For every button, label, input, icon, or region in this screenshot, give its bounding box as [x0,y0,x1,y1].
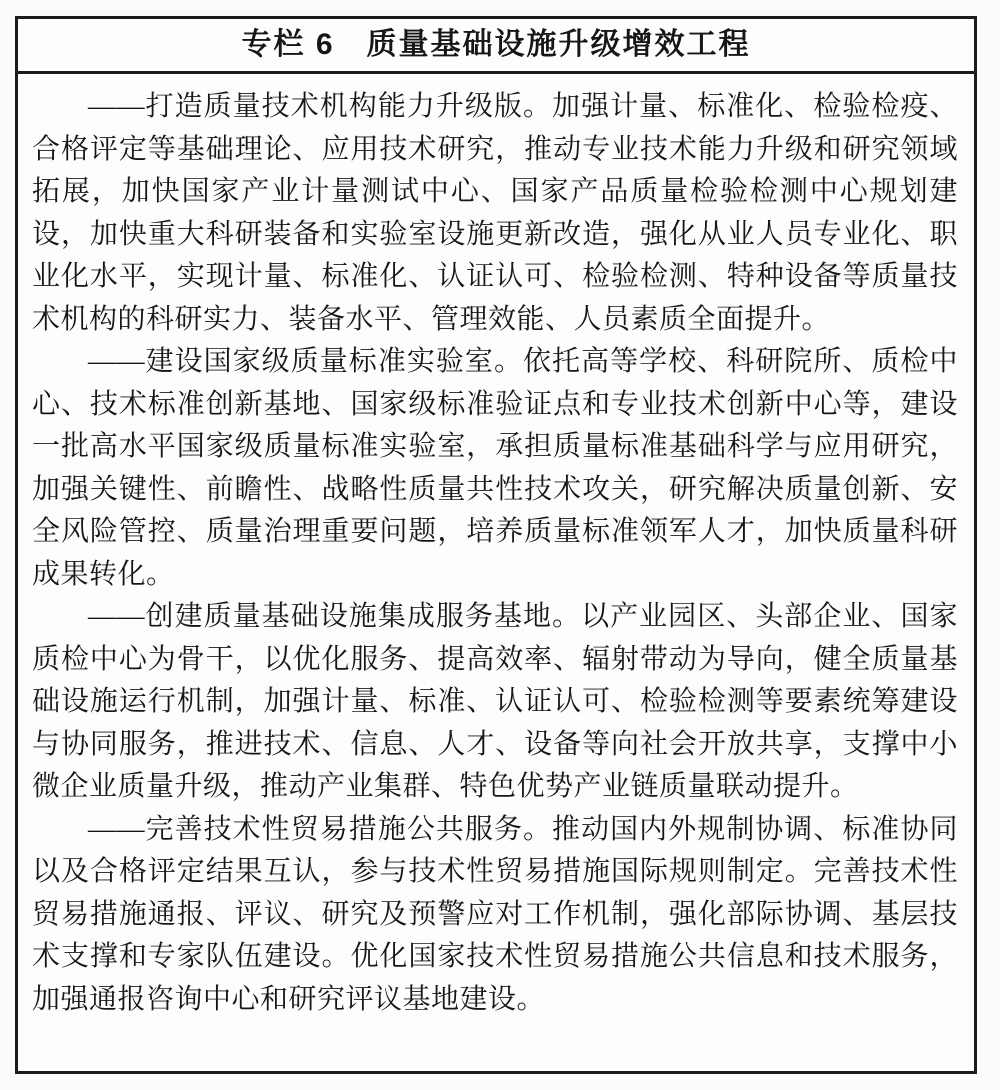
panel-body [18,74,974,1021]
panel-title: 专栏 6 质量基础设施升级增效工程 [18,19,974,74]
paragraph-national-quality-standard-labs: ——建设国家级质量标准实验室。依托高等学校、科研院所、质检中心、技术标准创新基地、国家级标准验证点和专业技术创新中心等，建设一批高水平国家级质量标准实验室，承担质量标准基础科学与应用研究，加强关键性、前瞻性、战略性质量共性技术攻关，研究解决质量创新、安全风险管控、质量治理重要问题，培养质量标准领军人才，加快质量科研成果转化。 [32,346,958,590]
column-panel [15,16,977,1074]
paragraph-integrated-service-bases: ——创建质量基础设施集成服务基地。以产业园区、头部企业、国家质检中心为骨干，以优化服务、提高效率、辐射带动为导向，健全质量基础设施运行机制，加强计量、标准、认证认可、检验检测等要素统筹建设与协同服务，推进技术、信息、人才、设备等向社会开放共享，支撑中小微企业质量升级，推动产业集群、特色优势产业链质量联动提升。 [32,601,958,802]
paragraph-quality-tech-institutions: ——打造质量技术机构能力升级版。加强计量、标准化、检验检疫、合格评定等基础理论、应用技术研究，推动专业技术能力升级和研究领域拓展，加快国家产业计量测试中心、国家产品质量检验检测中心规划建设，加快重大科研装备和实验室设施更新改造，强化从业人员专业化、职业化水平，实现计量、标准化、认证认可、检验检测、特种设备等质量技术机构的科研实力、装备水平、管理效能、人员素质全面提升。 [32,91,958,335]
paragraph-technical-trade-measures: ——完善技术性贸易措施公共服务。推动国内外规制协调、标准协同以及合格评定结果互认，参与技术性贸易措施国际规则制定。完善技术性贸易措施通报、评议、研究及预警应对工作机制，强化部际协调、基层技术支撑和专家队伍建设。优化国家技术性贸易措施公共信息和技术服务，加强通报咨询中心和研究评议基地建设。 [32,813,958,1015]
